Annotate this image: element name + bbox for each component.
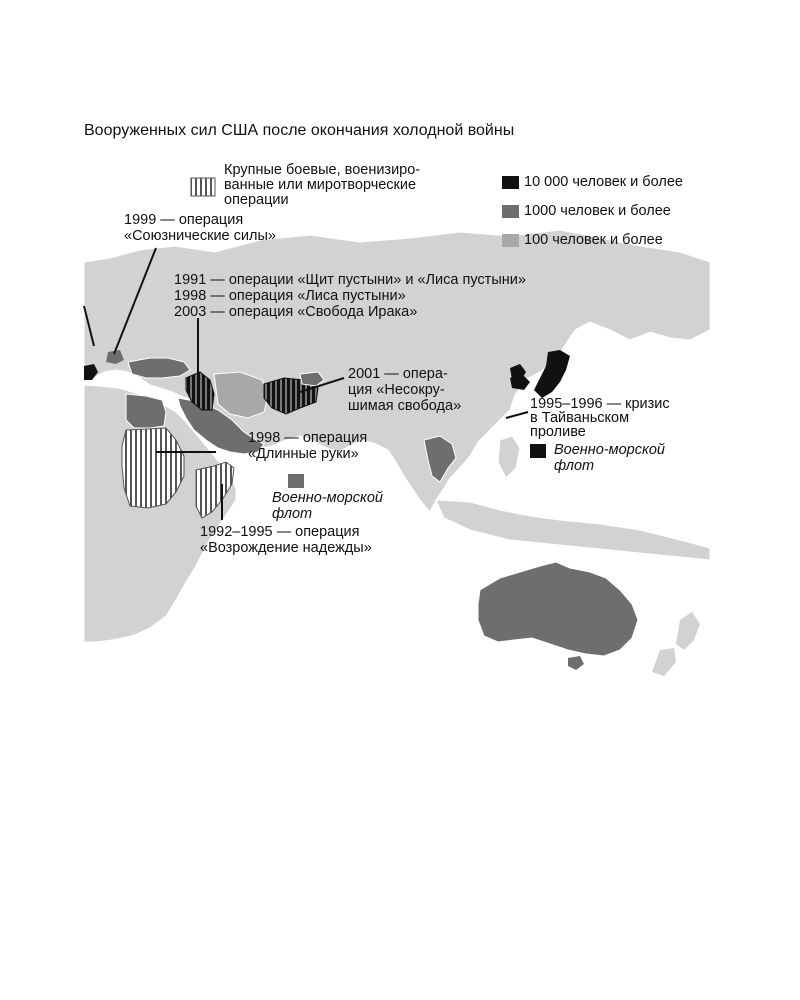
legend-hatched-label-line-2: ванные или миротворческие bbox=[224, 177, 417, 193]
legend-small-swatch bbox=[502, 234, 519, 247]
afghanistan-annotation-line-1: 2001 — опера- bbox=[348, 366, 448, 382]
iraq-annotation-line-1: 1991 — операции «Щит пустыни» и «Лиса пустыни» bbox=[174, 272, 526, 288]
somalia-annotation-line-2: «Возрождение надежды» bbox=[200, 540, 372, 556]
navy-pacific-label-line-1: Военно-морской bbox=[554, 442, 665, 458]
navy-indian-label-line-2: флот bbox=[272, 506, 313, 522]
legend-large-label: 10 000 человек и более bbox=[524, 174, 683, 190]
legend-hatched-swatch bbox=[191, 178, 215, 196]
taiwan-leader-line bbox=[506, 412, 528, 418]
somalia-annotation-line-1: 1992–1995 — операция bbox=[200, 524, 360, 540]
navy-pacific-label-line-2: флот bbox=[554, 458, 595, 474]
map-title: Вооруженных сил США после окончания холодной войны bbox=[84, 122, 515, 139]
tasmania-region bbox=[568, 656, 584, 670]
legend-hatched-label-line-3: операции bbox=[224, 192, 289, 208]
legend-medium-label: 1000 человек и более bbox=[524, 203, 671, 219]
taiwan-annotation-line-3: проливе bbox=[530, 424, 586, 440]
taiwan-annotation-line-1: 1995–1996 — кризис bbox=[530, 396, 670, 412]
legend-large-swatch bbox=[502, 176, 519, 189]
navy-pacific-marker bbox=[530, 444, 546, 458]
navy-indian-ocean-marker bbox=[288, 474, 304, 488]
australia-region bbox=[478, 562, 638, 656]
turkey-region bbox=[128, 358, 190, 378]
legend-small-label: 100 человек и более bbox=[524, 232, 663, 248]
afghanistan-annotation-line-2: ция «Несокру- bbox=[348, 382, 445, 398]
new-zealand-landmass bbox=[676, 612, 700, 650]
legend-medium-swatch bbox=[502, 205, 519, 218]
philippines-landmass bbox=[498, 436, 520, 478]
taiwan-annotation-line-2: в Тайваньском bbox=[530, 410, 630, 426]
legend-hatched-label-line-1: Крупные боевые, военизиро- bbox=[224, 162, 421, 178]
indonesia-landmass bbox=[436, 500, 710, 560]
egypt-region bbox=[126, 394, 166, 428]
new-zealand-south-landmass bbox=[652, 648, 676, 676]
sudan-annotation-line-1: 1998 — операция bbox=[248, 430, 368, 446]
afghanistan-annotation-line-3: шимая свобода» bbox=[348, 398, 462, 414]
navy-indian-label-line-1: Военно-морской bbox=[272, 490, 383, 506]
kosovo-annotation-line-2: «Союзнические силы» bbox=[124, 228, 276, 244]
iraq-annotation-line-2: 1998 — операция «Лиса пустыни» bbox=[174, 288, 406, 304]
kosovo-annotation-line-1: 1999 — операция bbox=[124, 212, 244, 228]
iraq-annotation-line-3: 2003 — операция «Свобода Ирака» bbox=[174, 304, 418, 320]
sudan-annotation-line-2: «Длинные руки» bbox=[248, 446, 359, 462]
